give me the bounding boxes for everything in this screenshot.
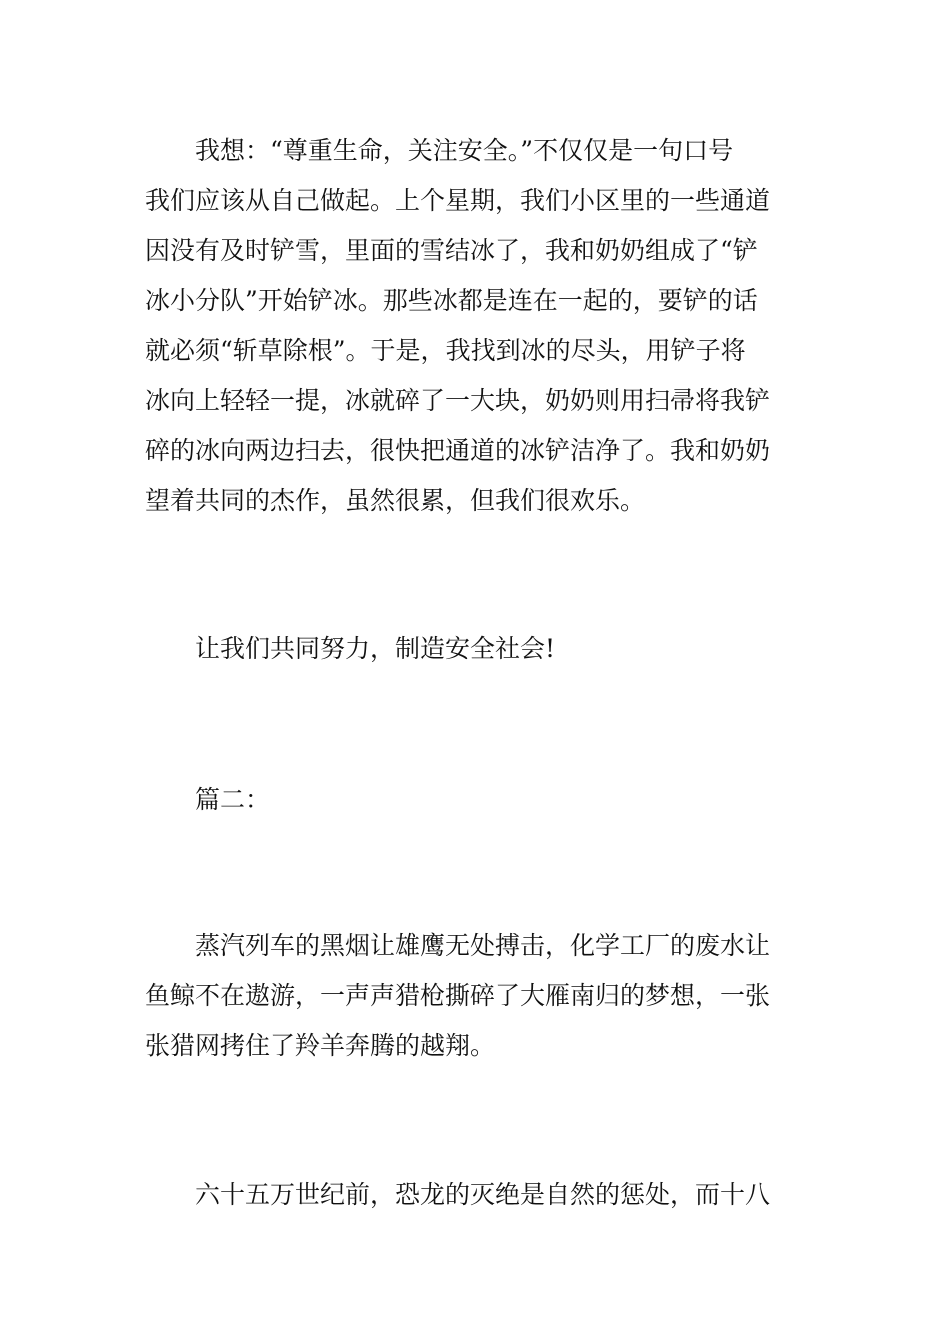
paragraph-line: 冰小分队”开始铲冰。那些冰都是连在一起的，要铲的话	[145, 286, 758, 315]
paragraph-line: 我们应该从自己做起。上个星期，我们小区里的一些通道	[145, 186, 771, 215]
paragraph-line: 鱼鲸不在遨游，一声声猎枪撕碎了大雁南归的梦想，一张	[145, 981, 771, 1010]
paragraph-environment	[145, 921, 807, 1071]
paragraph-line: 六十五万世纪前，恐龙的灭绝是自然的惩处，而十八	[195, 1180, 771, 1209]
paragraph-line: 蒸汽列车的黑烟让雄鹰无处搏击，化学工厂的废水让	[195, 931, 771, 960]
paragraph-line: 我想：“尊重生命，关注安全。”不仅仅是一句口号	[195, 136, 734, 165]
paragraph-line: 因没有及时铲雪，里面的雪结冰了，我和奶奶组成了“铲	[145, 236, 758, 265]
paragraph-line: 让我们共同努力，制造安全社会!	[195, 634, 556, 663]
paragraph-line: 冰向上轻轻一提，冰就碎了一大块，奶奶则用扫帚将我铲	[145, 386, 771, 415]
paragraph-line: 碎的冰向两边扫去，很快把通道的冰铲洁净了。我和奶奶	[145, 436, 771, 465]
paragraph-safety-story	[145, 126, 807, 526]
paragraph-line: 望着共同的杰作，虽然很累，但我们很欢乐。	[145, 486, 646, 515]
section-heading-text: 篇二：	[195, 785, 271, 814]
paragraph-line: 张猎网拷住了羚羊奔腾的越翔。	[145, 1031, 496, 1060]
paragraph-dinosaur	[145, 1170, 807, 1220]
paragraph-call-to-action	[145, 624, 807, 674]
paragraph-line: 就必须“斩草除根”。于是，我找到冰的尽头，用铲子将	[145, 336, 746, 365]
section-heading	[145, 775, 807, 825]
